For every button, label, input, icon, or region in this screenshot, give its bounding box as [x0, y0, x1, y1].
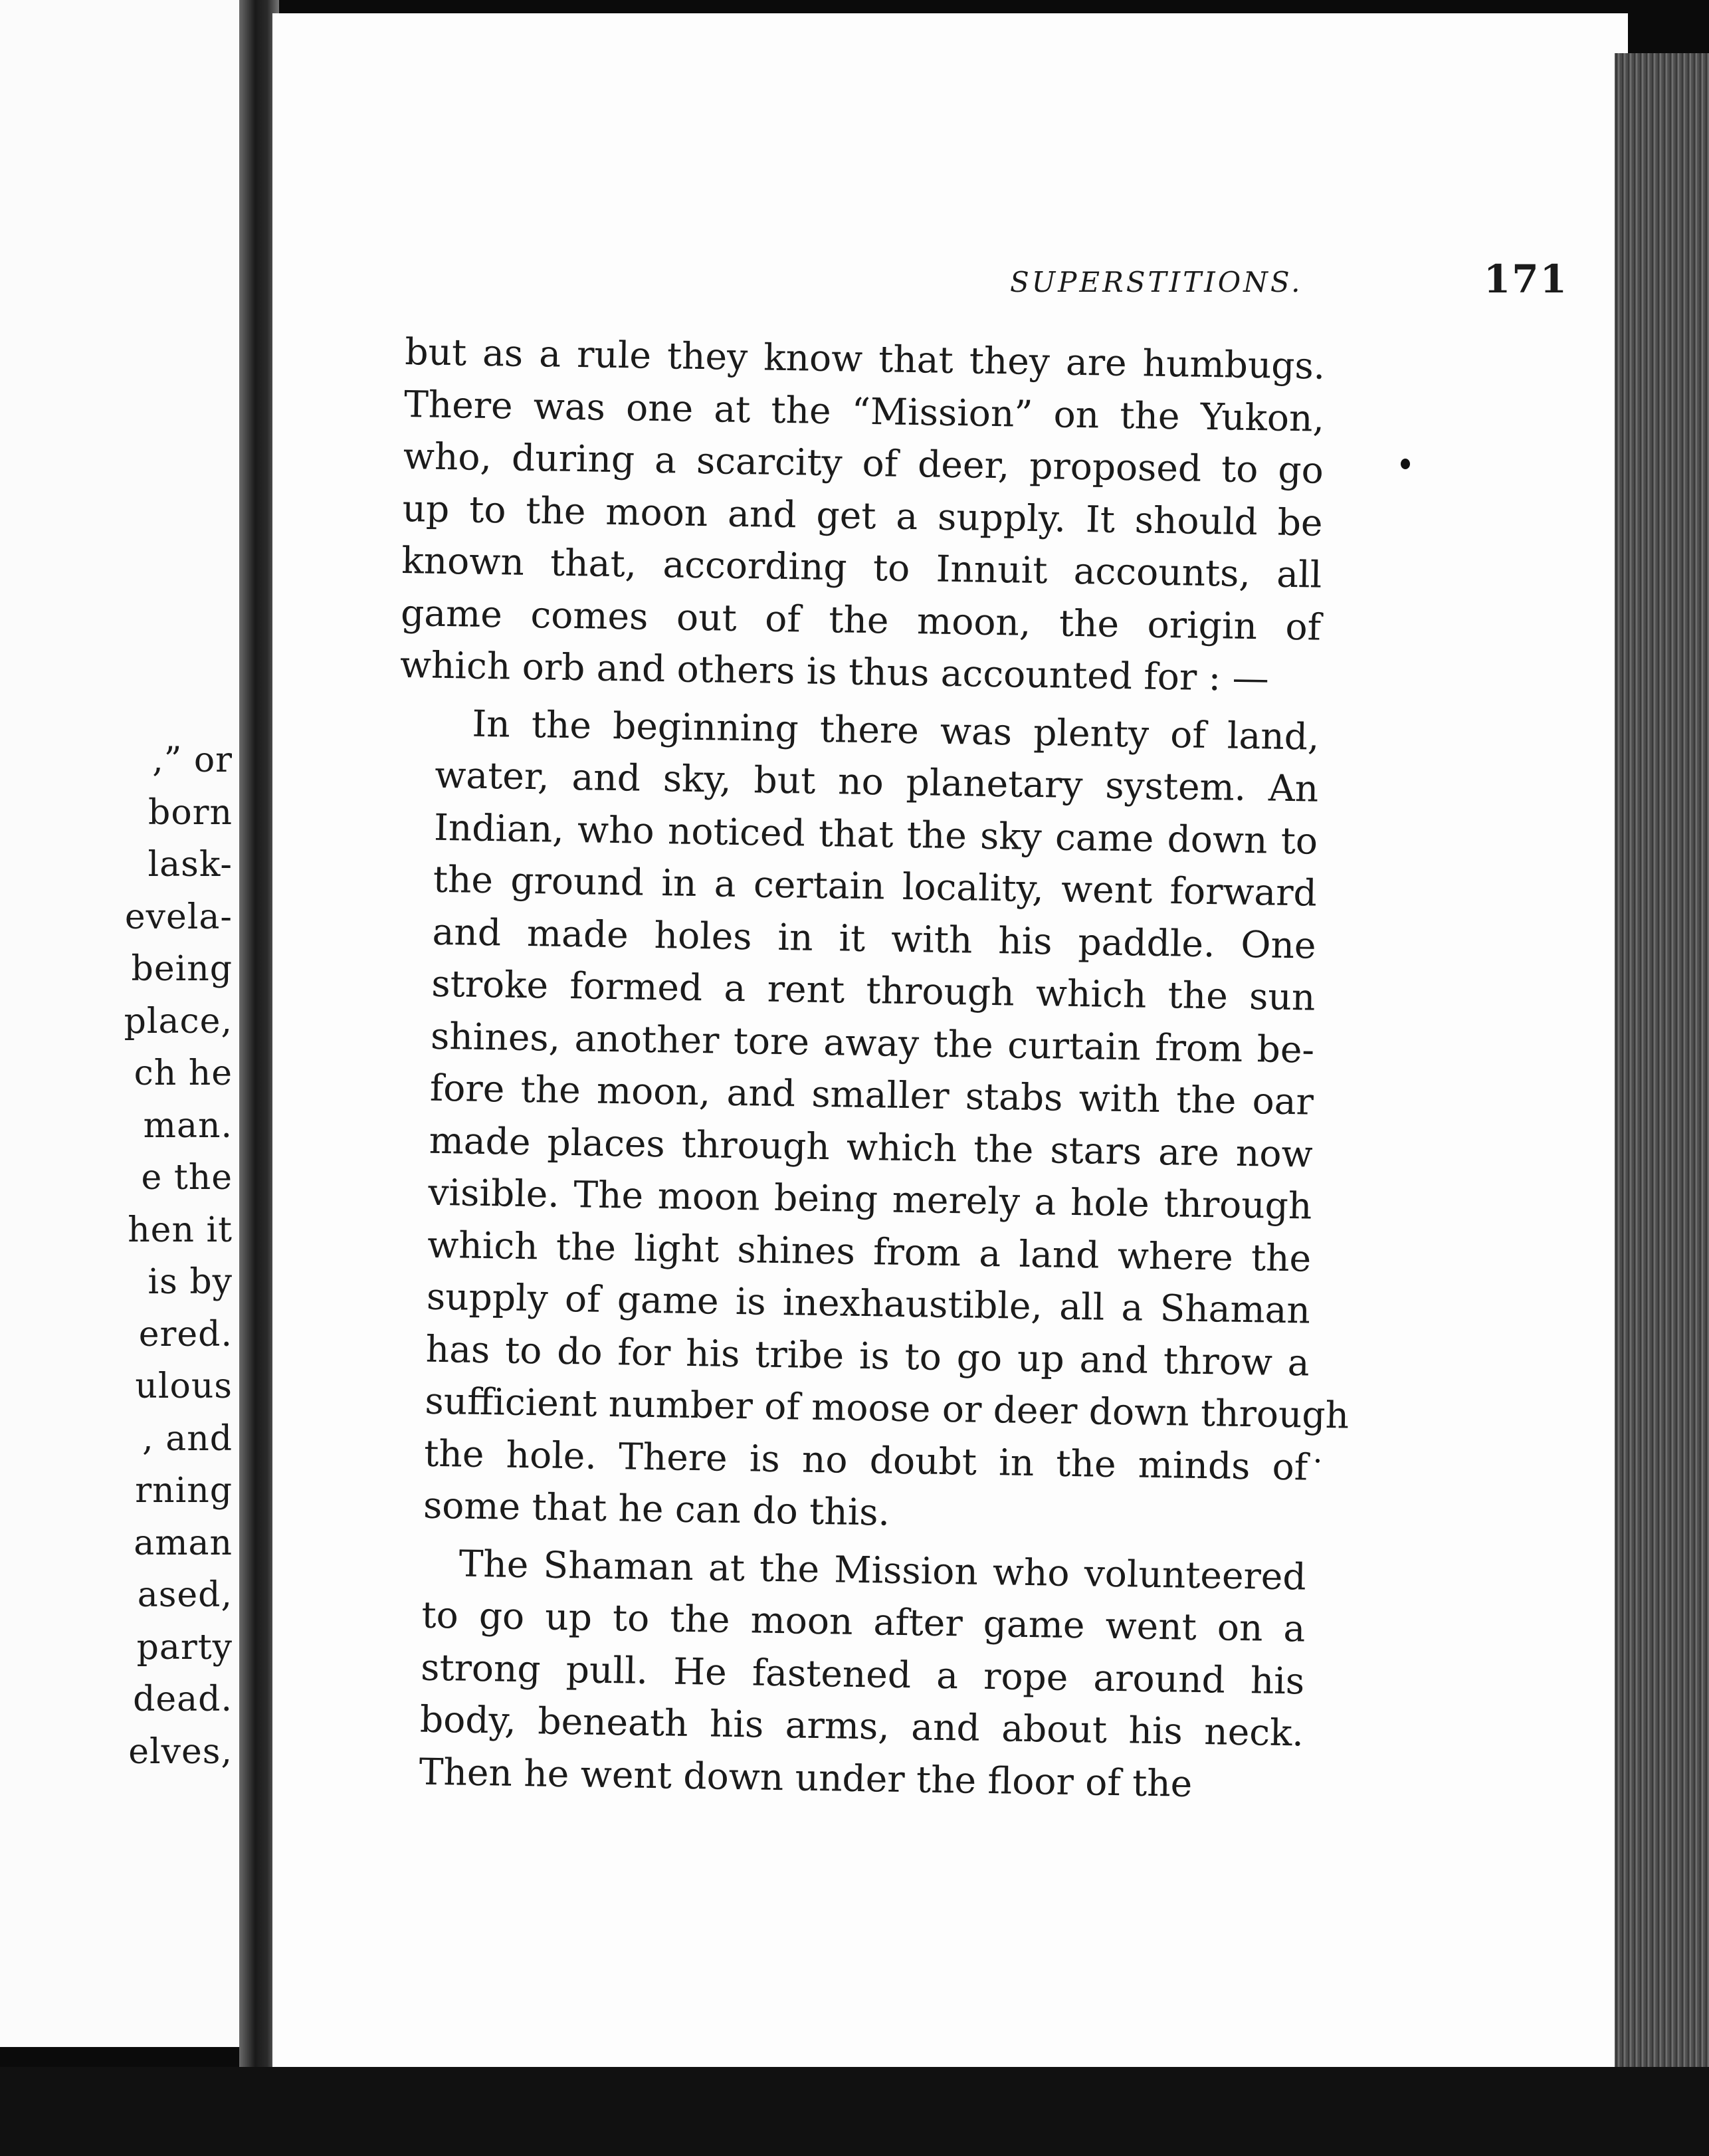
text-line: water, and sky, but no planetary system. An [434, 753, 1319, 810]
text-line: has to do for his tribe is to go up and throw a [425, 1327, 1310, 1384]
text-line: sufficient number of moose or deer down through [425, 1379, 1350, 1437]
left-page-line: ,” or [152, 740, 233, 780]
text-line: supply of game is inexhaustible, all a Shaman [426, 1275, 1311, 1332]
text-line: shines, another tore away the curtain from be- [430, 1014, 1315, 1071]
left-page-line: ered. [138, 1314, 233, 1354]
text-line: which orb and others is thus accounted for : — [399, 643, 1270, 700]
text-line: some that he can do this. [423, 1483, 890, 1534]
left-page-text-fragments [124, 734, 239, 1778]
text-line: and made holes in it with his paddle. One [432, 910, 1317, 967]
running-head: SUPERSTITIONS. [1010, 266, 1303, 298]
text-line: but as a rule they know that they are humbugs. [404, 330, 1326, 387]
text-line: body, beneath his arms, and about his neck. [419, 1697, 1304, 1755]
left-page-line: elves, [128, 1731, 233, 1772]
left-page-line: is by [148, 1262, 233, 1302]
text-line: There was one at the “Mission” on the Yukon, [403, 382, 1325, 440]
left-page-line: ulous [135, 1366, 233, 1406]
bottom-shadow [0, 2067, 1709, 2156]
ink-speck [1316, 1459, 1320, 1463]
left-page-line: ased, [137, 1575, 233, 1615]
paragraph [382, 1536, 1306, 1811]
left-page-line: e the [141, 1158, 233, 1198]
left-page-line: party [136, 1627, 233, 1668]
left-page-line: being [131, 949, 233, 989]
text-line: the hole. There is no doubt in the minds of [423, 1432, 1308, 1489]
left-page-line: evela- [124, 897, 233, 937]
page-number: 171 [1483, 257, 1568, 302]
text-line: game comes out of the moon, the origin of [400, 591, 1322, 649]
left-page-line: rning [135, 1471, 233, 1511]
text-line: up to the moon and get a supply. It should be [402, 486, 1324, 544]
left-page-line: dead. [133, 1679, 233, 1719]
text-line: stroke formed a rent through which the sun [431, 962, 1316, 1019]
left-page-line: born [148, 792, 233, 833]
text-line: made places through which the stars are now [429, 1119, 1314, 1176]
left-page-line: place, [124, 1001, 233, 1041]
page-header [1010, 257, 1608, 302]
left-page-line: lask- [148, 845, 233, 885]
text-line: visible. The moon being merely a hole through [428, 1170, 1312, 1228]
paragraph [399, 326, 1325, 705]
left-page [0, 0, 243, 2047]
left-page-line: , and [142, 1418, 233, 1459]
text-line: Then he went down under the floor of the [419, 1750, 1193, 1805]
text-line: known that, according to Innuit accounts, all [401, 538, 1322, 596]
text-line: the ground in a certain locality, went forward [433, 857, 1318, 915]
text-line: who, during a scarcity of deer, proposed to go [403, 434, 1324, 492]
left-page-line: hen it [128, 1210, 233, 1250]
text-line: Indian, who noticed that the sky came down to [433, 806, 1318, 863]
left-page-line: ch he [134, 1053, 233, 1093]
left-page-line: aman [134, 1523, 233, 1563]
ink-speck [1401, 459, 1410, 469]
text-line: to go up to the moon after game went on a [421, 1593, 1306, 1650]
text-line: In the beginning there was plenty of land, [472, 702, 1320, 758]
paragraph [387, 696, 1350, 1545]
text-line: which the light shines from a land where the [427, 1223, 1312, 1280]
text-line: strong pull. He fastened a rope around his [420, 1646, 1305, 1703]
body-text [382, 326, 1350, 1811]
text-line: The Shaman at the Mission who volunteered [458, 1542, 1307, 1598]
page-edges [1615, 53, 1709, 2100]
text-line: fore the moon, and smaller stabs with the oar [429, 1066, 1314, 1123]
left-page-line: man. [143, 1105, 233, 1146]
